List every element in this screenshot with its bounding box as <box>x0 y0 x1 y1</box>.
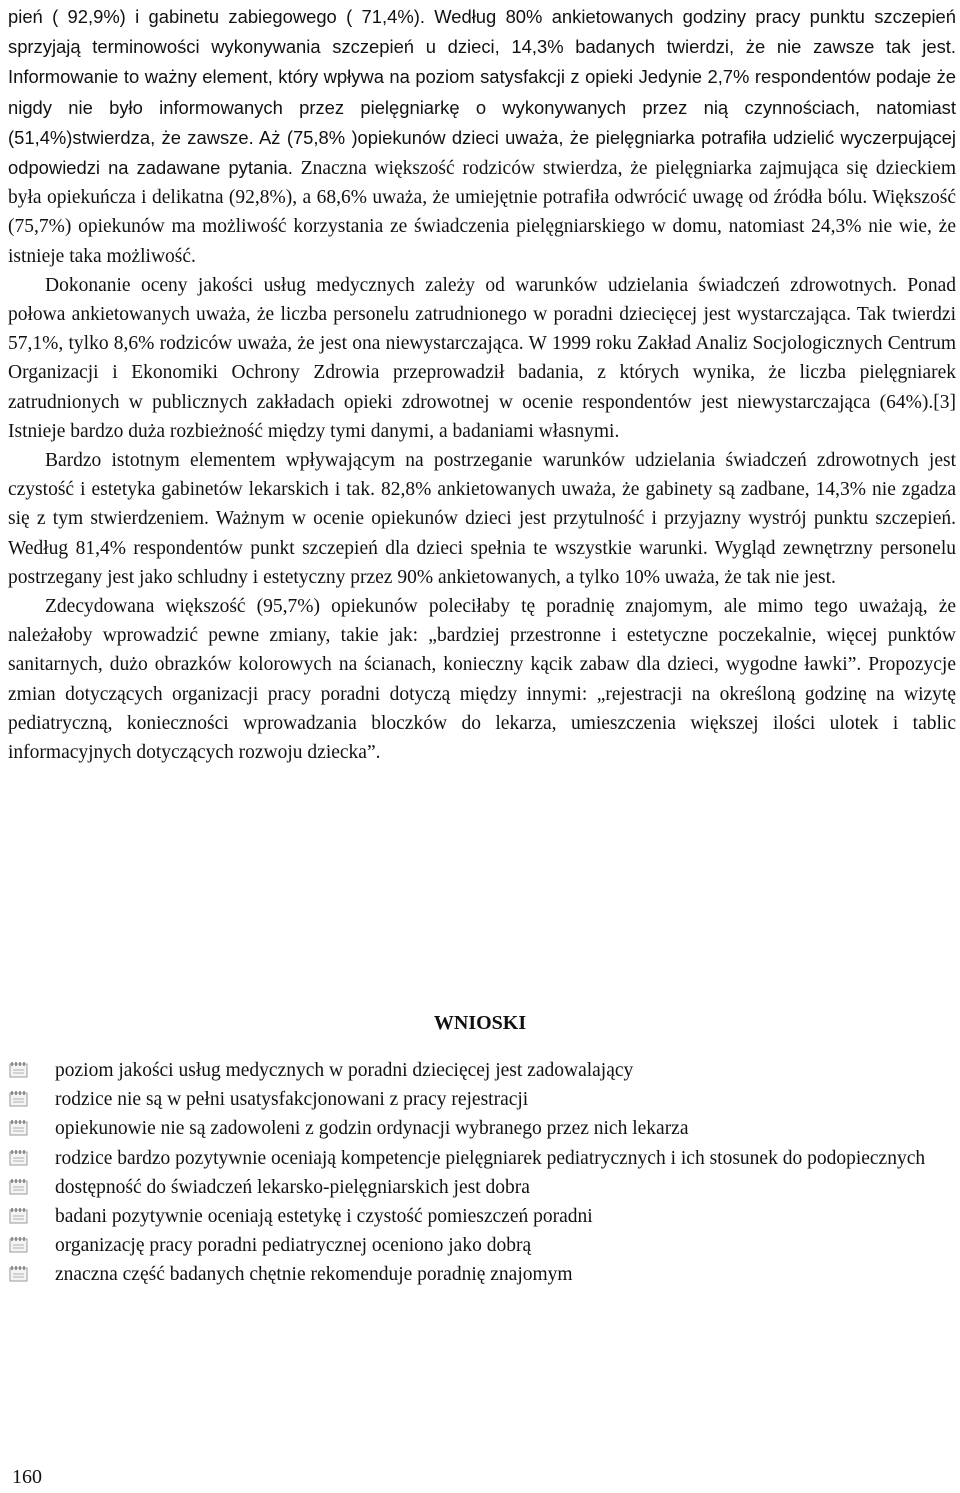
conclusion-item <box>8 1260 956 1289</box>
notepad-bullet-icon <box>8 1178 30 1196</box>
document-body <box>8 2 956 767</box>
conclusion-item <box>8 1231 956 1260</box>
notepad-bullet-icon <box>8 1090 30 1108</box>
conclusion-text: opiekunowie nie są zadowoleni z godzin ordynacji wybranego przez nich lekarza <box>55 1118 689 1140</box>
paragraph-staffing: Dokonanie oceny jakości usług medycznych zależy od warunków udzielania świadczeń zdrowotnych. Ponad połowa ankietowanych uważa, że liczba personelu zatrudnionego w poradni dziecięcej jest wystarczająca. Tak twierdzi 57,1%, tylko 8,6% rodziców uważa, że jest ona niewystarczająca. W 1999 roku Zakład Analiz Socjologicznych Centrum Organizacji i Ekonomiki Ochrony Zdrowia przeprowadził badania, z których wynika, że liczba pielęgniarek zatrudnionych w publicznych zakładach opieki zdrowotnej w ocenie respondentów jest niewystarczająca (64%).[3] Istnieje bardzo duża rozbieżność między tymi danymi, a badaniami własnymi. <box>8 274 956 442</box>
conclusion-item <box>8 1056 956 1085</box>
conclusion-text: dostępność do świadczeń lekarsko-pielęgniarskich jest dobra <box>55 1176 530 1198</box>
conclusion-text: poziom jakości usług medycznych w poradni dziecięcej jest zadowalający <box>55 1060 634 1081</box>
conclusion-text: rodzice nie są w pełni usatysfakcjonowani z pracy rejestracji <box>55 1089 529 1111</box>
notepad-bullet-icon <box>8 1149 30 1167</box>
conclusion-text: rodzice bardzo pozytywnie oceniają kompetencje pielęgniarek pediatrycznych i ich stosunek do podopiecznych <box>55 1147 926 1169</box>
paragraph-recommendation: Zdecydowana większość (95,7%) opiekunów poleciłaby tę poradnię znajomym, ale mimo tego uważają, że należałoby wprowadzić pewne zmiany, takie jak: „bardziej przestronne i estetyczne poczekalnie, więcej punktów sanitarnych, dużo obrazków kolorowych na ścianach, konieczny kącik zabaw dla dzieci, wygodne ławki”. Propozycje zmian dotyczących organizacji pracy poradni dotyczą między innymi: „rejestracji na określoną godzinę na wizytę pediatryczną, konieczności wprowadzania bloczków do lekarza, umieszczenia większej ilości ulotek i tablic informacyjnych dotyczących rozwoju dziecka”. <box>8 596 956 764</box>
notepad-bullet-icon <box>8 1119 30 1137</box>
notepad-bullet-icon <box>8 1265 30 1283</box>
paragraph-satisfaction <box>8 2 956 271</box>
conclusion-item <box>8 1085 956 1114</box>
notepad-bullet-icon <box>8 1061 30 1079</box>
conclusion-item <box>8 1173 956 1202</box>
conclusion-item <box>8 1114 956 1143</box>
page-number: 160 <box>12 1466 42 1488</box>
notepad-bullet-icon <box>8 1207 30 1225</box>
conclusion-text: znaczna część badanych chętnie rekomenduje poradnię znajomym <box>55 1264 573 1286</box>
paragraph-satisfaction-sans: pień ( 92,9%) i gabinetu zabiegowego ( 71,4%). Według 80% ankietowanych godziny pracy punktu szczepień sprzyjają terminowości wykonywania szczepień u dzieci, 14,3% badanych twierdzi, że nie zawsze tak jest. Informowanie to ważny element, który wpływa na poziom satysfakcji z opieki Jedynie 2,7% respondentów podaje że nigdy nie było informowanych przez pielęgniarkę o wykonywanych przez nią czynnościach, natomiast (51,4%)stwierdza, że zawsze. Aż (75,8% )opiekunów dzieci uważa, że pielęgniarka potrafiła udzielić wyczerpującej odpowiedzi na zadawane pytania. <box>8 6 956 179</box>
paragraph-satisfaction-serif: Znaczna większość rodziców stwierdza, że pielęgniarka zajmująca się dzieckiem była opiekuńcza i delikatna (92,8%), a 68,6% uważa, że umiejętnie potrafiła odwrócić uwagę od źródła bólu. Większość (75,7%) opiekunów ma możliwość korzystania ze świadczenia pielęgniarskiego w domu, natomiast 24,3% nie wie, że istnieje taka możliwość. <box>8 158 956 267</box>
conclusion-item <box>8 1202 956 1231</box>
conclusions-heading: WNIOSKI <box>433 1012 527 1034</box>
conclusions-list <box>8 1056 956 1290</box>
paragraph-cleanliness: Bardzo istotnym elementem wpływającym na postrzeganie warunków udzielania świadczeń zdrowotnych jest czystość i estetyka gabinetów lekarskich i tak. 82,8% ankietowanych uważa, że gabinety są zadbane, 14,3% nie zgadza się z tym stwierdzeniem. Ważnym w ocenie opiekunów dzieci jest przytulność i przyjazny wystrój punktu szczepień. Według 81,4% respondentów punkt szczepień dla dzieci spełnia te wszystkie warunki. Wygląd zewnętrzny personelu postrzegany jest jako schludny i estetyczny przez 90% ankietowanych, a tylko 10% uważa, że tak nie jest. <box>8 450 956 588</box>
notepad-bullet-icon <box>8 1236 30 1254</box>
conclusion-text: organizację pracy poradni pediatrycznej oceniono jako dobrą <box>55 1235 532 1257</box>
conclusion-text: badani pozytywnie oceniają estetykę i czystość pomieszczeń poradni <box>55 1206 593 1228</box>
conclusion-item <box>8 1144 956 1173</box>
